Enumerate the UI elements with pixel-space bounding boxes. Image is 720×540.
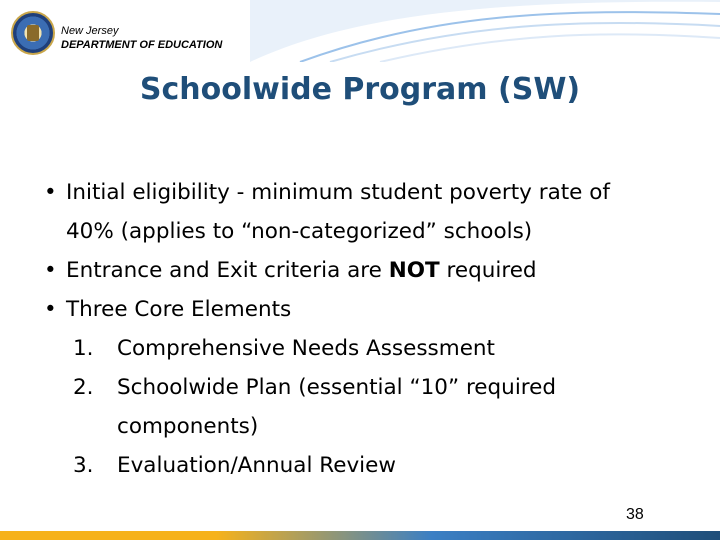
bullet-text: 40% (applies to “non-categorized” schools) xyxy=(66,219,533,244)
agency-state: New Jersey xyxy=(61,25,119,37)
footer-color-bar xyxy=(0,531,720,540)
numbered-item xyxy=(44,368,684,407)
bullet-list xyxy=(44,173,684,485)
item-number: 3. xyxy=(73,453,94,478)
bullet-item xyxy=(44,290,684,329)
page-number: 38 xyxy=(626,506,644,523)
bullet-dot: • xyxy=(44,180,57,205)
bullet-item xyxy=(44,251,684,290)
item-continuation xyxy=(44,407,684,446)
item-text: Evaluation/Annual Review xyxy=(117,453,396,478)
bullet-continuation xyxy=(44,212,684,251)
agency-name xyxy=(61,24,222,52)
bullet-emphasis: NOT xyxy=(388,258,440,283)
bullet-text: Initial eligibility - minimum student poverty rate of xyxy=(66,180,610,205)
bullet-dot: • xyxy=(44,297,57,322)
numbered-item xyxy=(44,329,684,368)
bullet-dot: • xyxy=(44,258,57,283)
bullet-text: Three Core Elements xyxy=(66,297,292,322)
item-text: components) xyxy=(117,414,259,439)
item-text: Schoolwide Plan (essential “10” required xyxy=(117,375,557,400)
bullet-text: required xyxy=(439,258,537,283)
item-text: Comprehensive Needs Assessment xyxy=(117,336,495,361)
item-number: 2. xyxy=(73,375,94,400)
nj-seal-logo xyxy=(11,11,55,55)
item-number: 1. xyxy=(73,336,94,361)
bullet-item xyxy=(44,173,684,212)
bullet-text: Entrance and Exit criteria are xyxy=(66,258,389,283)
slide-title: Schoolwide Program (SW) xyxy=(139,72,581,107)
agency-department: DEPARTMENT OF EDUCATION xyxy=(61,39,223,51)
numbered-item xyxy=(44,446,684,485)
header-band xyxy=(0,0,720,62)
